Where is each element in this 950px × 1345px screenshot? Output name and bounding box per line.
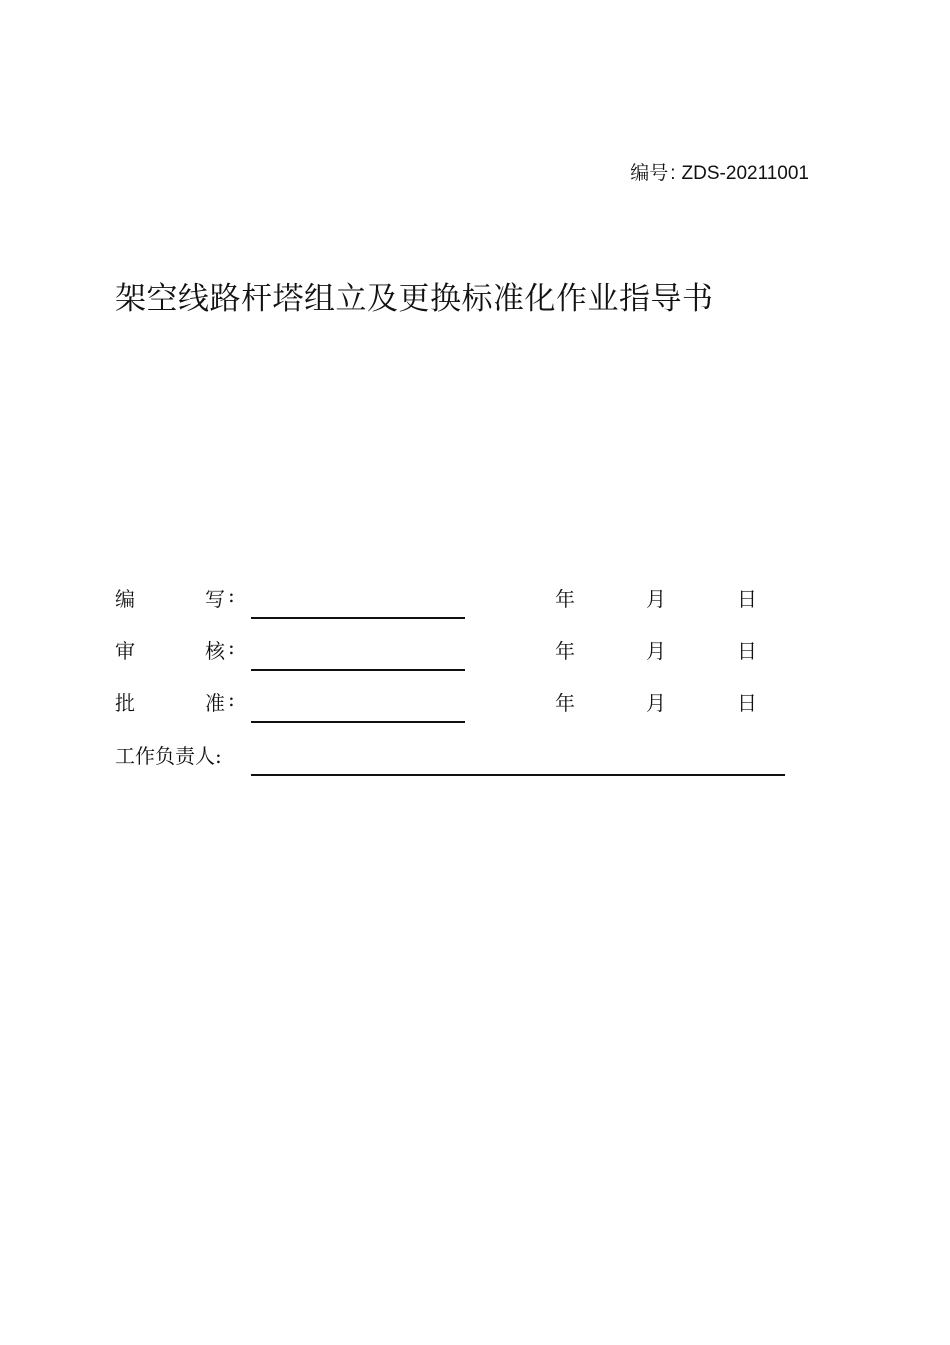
signature-row-leader — [115, 740, 795, 776]
date-year-label: 年 — [555, 587, 575, 611]
signature-label-colon: : — [228, 583, 235, 607]
signature-line[interactable] — [251, 669, 465, 671]
document-title: 架空线路杆塔组立及更换标准化作业指导书 — [115, 281, 714, 317]
date-month-label: 月 — [646, 691, 666, 715]
date-year-label: 年 — [555, 691, 575, 715]
signature-label-char2: 写 — [205, 587, 225, 611]
date-month-label: 月 — [646, 587, 666, 611]
signature-label-char1: 审 — [115, 639, 135, 663]
signature-line[interactable] — [251, 617, 465, 619]
document-number-label: 编号 — [630, 163, 669, 184]
document-number-value: ZDS-20211001 — [681, 163, 809, 184]
date-day-label: 日 — [737, 639, 757, 663]
signature-row-compile — [115, 583, 795, 619]
signature-label-colon: : — [228, 687, 235, 711]
date-month-label: 月 — [646, 639, 666, 663]
signature-label-char2: 核 — [205, 639, 225, 663]
work-leader-label: 工作负责人: — [115, 744, 222, 768]
date-year-label: 年 — [555, 639, 575, 663]
document-number — [630, 158, 809, 185]
signature-row-approve — [115, 687, 795, 723]
signature-line[interactable] — [251, 721, 465, 723]
signature-label-colon: : — [228, 635, 235, 659]
work-leader-line[interactable] — [251, 774, 785, 776]
document-number-separator: : — [670, 163, 676, 184]
signature-label-char1: 编 — [115, 587, 135, 611]
signature-row-review — [115, 635, 795, 671]
date-day-label: 日 — [737, 587, 757, 611]
signature-label-char2: 准 — [205, 691, 225, 715]
date-day-label: 日 — [737, 691, 757, 715]
signature-label-char1: 批 — [115, 691, 135, 715]
